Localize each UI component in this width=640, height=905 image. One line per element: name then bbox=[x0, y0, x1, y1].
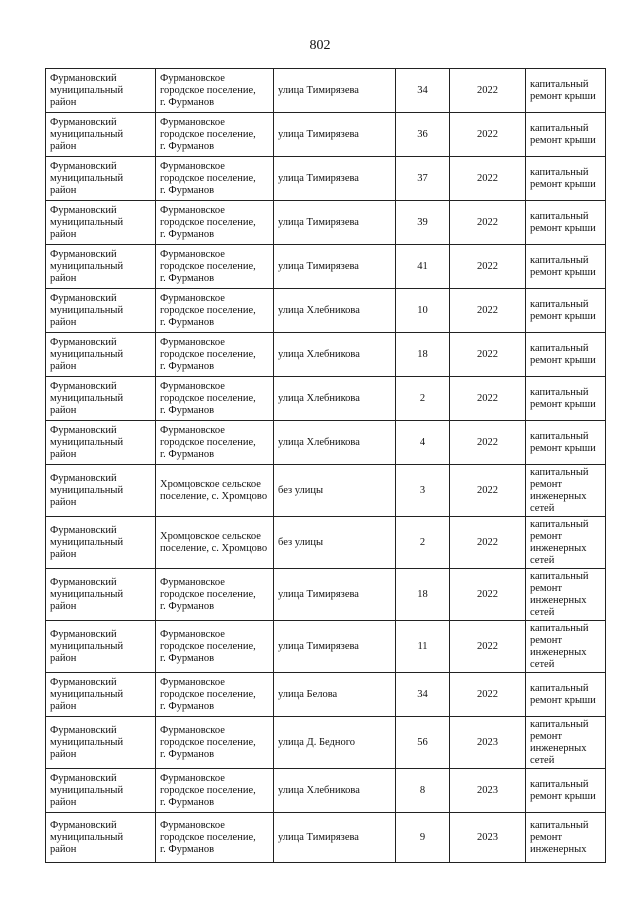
street-cell-text: улица Тимирязева bbox=[278, 216, 359, 228]
house-number-cell-text: 36 bbox=[417, 128, 428, 140]
work-type-cell-text: капитальный ремонт крыши bbox=[530, 386, 596, 410]
settlement-cell-text: Фурмановское городское поселение, г. Фурманов bbox=[160, 204, 256, 240]
year-cell-text: 2022 bbox=[477, 536, 498, 548]
house-number-cell bbox=[396, 569, 450, 621]
district-cell-text: Фурмановский муниципальный район bbox=[50, 524, 124, 560]
year-cell bbox=[450, 333, 526, 377]
street-cell bbox=[274, 517, 396, 569]
work-type-cell bbox=[526, 813, 606, 863]
year-cell bbox=[450, 245, 526, 289]
district-cell-text: Фурмановский муниципальный район bbox=[50, 248, 124, 284]
year-cell-text: 2022 bbox=[477, 484, 498, 496]
year-cell bbox=[450, 157, 526, 201]
street-cell-text: улица Хлебникова bbox=[278, 436, 360, 448]
year-cell bbox=[450, 377, 526, 421]
house-number-cell-text: 2 bbox=[419, 536, 426, 548]
settlement-cell-text: Фурмановское городское поселение, г. Фурманов bbox=[160, 724, 256, 760]
work-type-cell-text: капитальный ремонт крыши bbox=[530, 166, 596, 190]
house-number-cell-text: 34 bbox=[417, 84, 428, 96]
house-number-cell bbox=[396, 377, 450, 421]
district-cell bbox=[46, 717, 156, 769]
house-number-cell-text: 34 bbox=[417, 688, 428, 700]
district-cell bbox=[46, 673, 156, 717]
street-cell bbox=[274, 421, 396, 465]
house-number-cell bbox=[396, 421, 450, 465]
work-type-cell-text: капитальный ремонт инженерных сетей bbox=[530, 518, 589, 566]
settlement-cell bbox=[156, 69, 274, 113]
table-row bbox=[46, 289, 606, 333]
street-cell-text: улица Тимирязева bbox=[278, 84, 359, 96]
settlement-cell bbox=[156, 465, 274, 517]
district-cell-text: Фурмановский муниципальный район bbox=[50, 160, 124, 196]
settlement-cell-text: Фурмановское городское поселение, г. Фурманов bbox=[160, 576, 256, 612]
work-type-cell bbox=[526, 465, 606, 517]
street-cell-text: улица Тимирязева bbox=[278, 831, 359, 843]
table-row bbox=[46, 333, 606, 377]
district-cell bbox=[46, 245, 156, 289]
district-cell bbox=[46, 377, 156, 421]
settlement-cell bbox=[156, 621, 274, 673]
year-cell-text: 2022 bbox=[477, 688, 498, 700]
district-cell bbox=[46, 333, 156, 377]
settlement-cell bbox=[156, 517, 274, 569]
settlement-cell bbox=[156, 289, 274, 333]
work-type-cell bbox=[526, 421, 606, 465]
street-cell bbox=[274, 245, 396, 289]
district-cell-text: Фурмановский муниципальный район bbox=[50, 292, 124, 328]
settlement-cell-text: Фурмановское городское поселение, г. Фурманов bbox=[160, 336, 256, 372]
district-cell-text: Фурмановский муниципальный район bbox=[50, 576, 124, 612]
year-cell bbox=[450, 569, 526, 621]
district-cell-text: Фурмановский муниципальный район bbox=[50, 424, 124, 460]
year-cell-text: 2022 bbox=[477, 260, 498, 272]
work-type-cell bbox=[526, 569, 606, 621]
work-type-cell bbox=[526, 69, 606, 113]
settlement-cell-text: Фурмановское городское поселение, г. Фурманов bbox=[160, 772, 256, 808]
house-number-cell-text: 37 bbox=[417, 172, 428, 184]
year-cell bbox=[450, 113, 526, 157]
district-cell-text: Фурмановский муниципальный район bbox=[50, 72, 124, 108]
work-type-cell bbox=[526, 673, 606, 717]
street-cell-text: без улицы bbox=[278, 484, 324, 496]
house-number-cell bbox=[396, 333, 450, 377]
table-row bbox=[46, 569, 606, 621]
settlement-cell-text: Хромцовское сельское поселение, с. Хромцово bbox=[160, 530, 268, 554]
street-cell bbox=[274, 377, 396, 421]
year-cell-text: 2023 bbox=[477, 736, 498, 748]
district-cell bbox=[46, 113, 156, 157]
district-cell-text: Фурмановский муниципальный район bbox=[50, 380, 124, 416]
district-cell bbox=[46, 813, 156, 863]
district-cell-text: Фурмановский муниципальный район bbox=[50, 819, 124, 855]
settlement-cell-text: Фурмановское городское поселение, г. Фурманов bbox=[160, 819, 256, 855]
street-cell bbox=[274, 113, 396, 157]
work-type-cell bbox=[526, 289, 606, 333]
street-cell-text: улица Хлебникова bbox=[278, 304, 360, 316]
settlement-cell bbox=[156, 421, 274, 465]
district-cell bbox=[46, 157, 156, 201]
work-type-cell bbox=[526, 157, 606, 201]
house-number-cell bbox=[396, 673, 450, 717]
house-number-cell bbox=[396, 769, 450, 813]
house-number-cell bbox=[396, 201, 450, 245]
district-cell bbox=[46, 465, 156, 517]
table-row bbox=[46, 621, 606, 673]
table-row bbox=[46, 769, 606, 813]
house-number-cell-text: 3 bbox=[419, 484, 426, 496]
year-cell-text: 2022 bbox=[477, 172, 498, 184]
street-cell-text: улица Тимирязева bbox=[278, 260, 359, 272]
year-cell bbox=[450, 69, 526, 113]
house-number-cell-text: 41 bbox=[417, 260, 428, 272]
house-number-cell bbox=[396, 621, 450, 673]
settlement-cell-text: Фурмановское городское поселение, г. Фурманов bbox=[160, 116, 256, 152]
street-cell bbox=[274, 465, 396, 517]
street-cell-text: улица Хлебникова bbox=[278, 348, 360, 360]
street-cell bbox=[274, 569, 396, 621]
work-type-cell-text: капитальный ремонт инженерных сетей bbox=[530, 570, 589, 618]
street-cell-text: улица Тимирязева bbox=[278, 172, 359, 184]
district-cell bbox=[46, 289, 156, 333]
street-cell-text: улица Тимирязева bbox=[278, 588, 359, 600]
district-cell bbox=[46, 769, 156, 813]
year-cell-text: 2023 bbox=[477, 784, 498, 796]
district-cell bbox=[46, 517, 156, 569]
year-cell-text: 2022 bbox=[477, 348, 498, 360]
street-cell-text: улица Хлебникова bbox=[278, 784, 360, 796]
year-cell bbox=[450, 673, 526, 717]
work-type-cell-text: капитальный ремонт крыши bbox=[530, 682, 596, 706]
house-number-cell bbox=[396, 69, 450, 113]
settlement-cell bbox=[156, 245, 274, 289]
work-type-cell bbox=[526, 377, 606, 421]
table-body bbox=[46, 69, 606, 863]
house-number-cell bbox=[396, 717, 450, 769]
house-number-cell bbox=[396, 289, 450, 333]
year-cell bbox=[450, 621, 526, 673]
street-cell bbox=[274, 157, 396, 201]
work-type-cell-text: капитальный ремонт инженерных сетей bbox=[530, 622, 589, 670]
work-type-cell-text: капитальный ремонт крыши bbox=[530, 430, 596, 454]
street-cell bbox=[274, 621, 396, 673]
year-cell bbox=[450, 813, 526, 863]
work-type-cell-text: капитальный ремонт крыши bbox=[530, 210, 596, 234]
work-type-cell-text: капитальный ремонт инженерных bbox=[530, 819, 589, 855]
settlement-cell bbox=[156, 813, 274, 863]
district-cell bbox=[46, 201, 156, 245]
table-row bbox=[46, 377, 606, 421]
settlement-cell bbox=[156, 333, 274, 377]
settlement-cell bbox=[156, 113, 274, 157]
district-cell bbox=[46, 69, 156, 113]
settlement-cell-text: Фурмановское городское поселение, г. Фурманов bbox=[160, 424, 256, 460]
settlement-cell-text: Хромцовское сельское поселение, с. Хромцово bbox=[160, 478, 268, 502]
street-cell bbox=[274, 717, 396, 769]
house-number-cell-text: 2 bbox=[419, 392, 426, 404]
year-cell bbox=[450, 769, 526, 813]
house-number-cell bbox=[396, 517, 450, 569]
district-cell-text: Фурмановский муниципальный район bbox=[50, 204, 124, 240]
house-number-cell-text: 8 bbox=[419, 784, 426, 796]
district-cell-text: Фурмановский муниципальный район bbox=[50, 472, 124, 508]
district-cell bbox=[46, 421, 156, 465]
table-row bbox=[46, 245, 606, 289]
street-cell bbox=[274, 813, 396, 863]
table-row bbox=[46, 813, 606, 863]
table-row bbox=[46, 717, 606, 769]
work-type-cell-text: капитальный ремонт крыши bbox=[530, 298, 596, 322]
district-cell-text: Фурмановский муниципальный район bbox=[50, 116, 124, 152]
year-cell-text: 2022 bbox=[477, 304, 498, 316]
work-type-cell bbox=[526, 201, 606, 245]
year-cell bbox=[450, 717, 526, 769]
year-cell-text: 2022 bbox=[477, 84, 498, 96]
settlement-cell-text: Фурмановское городское поселение, г. Фурманов bbox=[160, 72, 256, 108]
year-cell bbox=[450, 421, 526, 465]
house-number-cell bbox=[396, 113, 450, 157]
street-cell-text: улица Д. Бедного bbox=[278, 736, 356, 748]
work-type-cell-text: капитальный ремонт крыши bbox=[530, 78, 596, 102]
settlement-cell-text: Фурмановское городское поселение, г. Фурманов bbox=[160, 380, 256, 416]
street-cell-text: улица Тимирязева bbox=[278, 128, 359, 140]
settlement-cell bbox=[156, 157, 274, 201]
house-number-cell-text: 9 bbox=[419, 831, 426, 843]
district-cell-text: Фурмановский муниципальный район bbox=[50, 628, 124, 664]
settlement-cell-text: Фурмановское городское поселение, г. Фурманов bbox=[160, 676, 256, 712]
street-cell bbox=[274, 673, 396, 717]
work-type-cell-text: капитальный ремонт крыши bbox=[530, 342, 596, 366]
street-cell-text: улица Белова bbox=[278, 688, 338, 700]
house-number-cell bbox=[396, 245, 450, 289]
work-type-cell-text: капитальный ремонт инженерных сетей bbox=[530, 466, 589, 514]
district-cell bbox=[46, 569, 156, 621]
work-type-cell-text: капитальный ремонт крыши bbox=[530, 254, 596, 278]
year-cell bbox=[450, 201, 526, 245]
district-cell-text: Фурмановский муниципальный район bbox=[50, 676, 124, 712]
street-cell bbox=[274, 333, 396, 377]
table-row bbox=[46, 517, 606, 569]
table-row bbox=[46, 465, 606, 517]
street-cell bbox=[274, 769, 396, 813]
house-number-cell-text: 39 bbox=[417, 216, 428, 228]
house-number-cell-text: 18 bbox=[417, 348, 428, 360]
year-cell bbox=[450, 465, 526, 517]
house-number-cell bbox=[396, 465, 450, 517]
year-cell-text: 2022 bbox=[477, 436, 498, 448]
table-row bbox=[46, 673, 606, 717]
work-type-cell bbox=[526, 621, 606, 673]
district-cell-text: Фурмановский муниципальный район bbox=[50, 724, 124, 760]
work-type-cell bbox=[526, 769, 606, 813]
work-type-cell bbox=[526, 333, 606, 377]
table-row bbox=[46, 421, 606, 465]
table-row bbox=[46, 69, 606, 113]
year-cell-text: 2022 bbox=[477, 588, 498, 600]
page-number: 802 bbox=[309, 38, 331, 53]
settlement-cell-text: Фурмановское городское поселение, г. Фурманов bbox=[160, 628, 256, 664]
year-cell-text: 2022 bbox=[477, 216, 498, 228]
settlement-cell bbox=[156, 569, 274, 621]
settlement-cell bbox=[156, 717, 274, 769]
settlement-cell-text: Фурмановское городское поселение, г. Фурманов bbox=[160, 292, 256, 328]
work-type-cell-text: капитальный ремонт крыши bbox=[530, 778, 596, 802]
year-cell-text: 2022 bbox=[477, 392, 498, 404]
settlement-cell bbox=[156, 673, 274, 717]
street-cell bbox=[274, 289, 396, 333]
house-number-cell-text: 56 bbox=[417, 736, 428, 748]
street-cell-text: улица Тимирязева bbox=[278, 640, 359, 652]
work-type-cell bbox=[526, 245, 606, 289]
work-type-cell bbox=[526, 517, 606, 569]
house-number-cell-text: 11 bbox=[417, 640, 428, 652]
house-number-cell-text: 10 bbox=[417, 304, 428, 316]
year-cell-text: 2022 bbox=[477, 640, 498, 652]
house-number-cell bbox=[396, 813, 450, 863]
settlement-cell-text: Фурмановское городское поселение, г. Фурманов bbox=[160, 160, 256, 196]
settlement-cell bbox=[156, 201, 274, 245]
house-number-cell bbox=[396, 157, 450, 201]
work-type-cell-text: капитальный ремонт крыши bbox=[530, 122, 596, 146]
table-row bbox=[46, 113, 606, 157]
work-type-cell bbox=[526, 717, 606, 769]
district-cell-text: Фурмановский муниципальный район bbox=[50, 336, 124, 372]
work-type-cell bbox=[526, 113, 606, 157]
settlement-cell bbox=[156, 377, 274, 421]
settlement-cell bbox=[156, 769, 274, 813]
street-cell-text: без улицы bbox=[278, 536, 324, 548]
house-number-cell-text: 18 bbox=[417, 588, 428, 600]
street-cell bbox=[274, 69, 396, 113]
year-cell-text: 2023 bbox=[477, 831, 498, 843]
street-cell-text: улица Хлебникова bbox=[278, 392, 360, 404]
settlement-cell-text: Фурмановское городское поселение, г. Фурманов bbox=[160, 248, 256, 284]
district-cell-text: Фурмановский муниципальный район bbox=[50, 772, 124, 808]
year-cell bbox=[450, 517, 526, 569]
table-row bbox=[46, 201, 606, 245]
table-row bbox=[46, 157, 606, 201]
work-type-cell-text: капитальный ремонт инженерных сетей bbox=[530, 718, 589, 766]
district-cell bbox=[46, 621, 156, 673]
street-cell bbox=[274, 201, 396, 245]
year-cell-text: 2022 bbox=[477, 128, 498, 140]
repair-schedule-table bbox=[45, 68, 606, 863]
house-number-cell-text: 4 bbox=[419, 436, 426, 448]
year-cell bbox=[450, 289, 526, 333]
